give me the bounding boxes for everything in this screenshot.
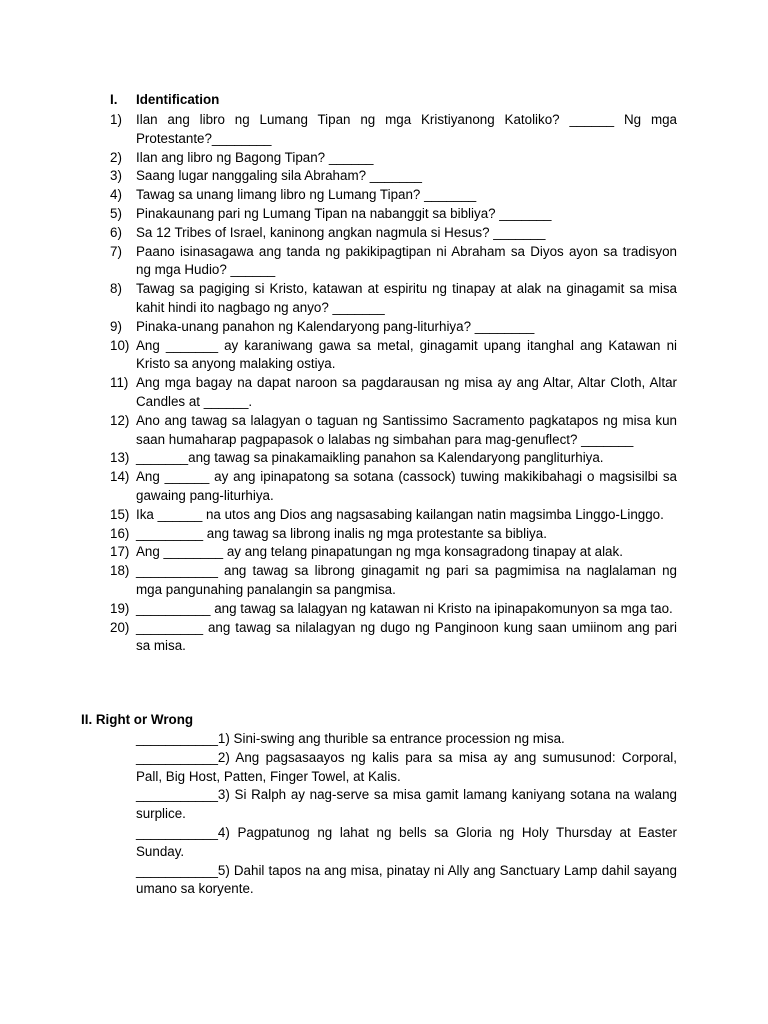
question-text: Ilan ang libro ng Bagong Tipan? ______ [136,149,374,165]
question-text: Paano isinasagawa ang tanda ng pakikipagtipan ni Abraham sa Diyos ayon sa tradisyon ng mga Hudio? ______ [136,243,677,278]
question-text: Pinaka-unang panahon ng Kalendaryong pang-liturhiya? ________ [136,318,535,334]
right-or-wrong-item: ___________4) Pagpatunog ng lahat ng bells sa Gloria ng Holy Thursday at Easter Sunday. [136,824,677,859]
question-item [110,186,677,205]
question-text: Sa 12 Tribes of Israel, kaninong angkan nagmula si Hesus? _______ [136,224,546,240]
right-or-wrong-item: ___________5) Dahil tapos na ang misa, pinatay ni Ally ang Sanctuary Lamp dahil sayang umano sa koryente. [136,862,677,897]
question-item [110,224,677,243]
question-text: Ika ______ na utos ang Dios ang nagsasabing kailangan natin magsimba Linggo-Linggo. [136,506,664,522]
question-item [110,600,677,619]
question-number: 18) [110,563,130,579]
question-text: ___________ ang tawag sa librong ginagamit ng pari sa pagmimisa na naglalaman ng mga pangunahing panalangin sa pangmisa. [136,563,677,597]
section-1-title: Identification [136,92,220,107]
question-item [110,149,677,168]
question-text: Ang ________ ay ang telang pinapatungan ng mga konsagradong tinapay at alak. [136,544,623,560]
right-or-wrong-item: ___________1) Sini-swing ang thurible sa entrance procession ng misa. [136,731,565,746]
question-number: 6) [110,224,122,240]
question-text: _________ ang tawag sa nilalagyan ng dugo ng Panginoon kung saan umiinom ang pari sa misa. [136,619,677,654]
question-text: Saang lugar nanggaling sila Abraham? _______ [136,168,422,184]
question-item [110,337,677,375]
question-number: 10) [110,337,130,353]
question-text: Ang mga bagay na dapat naroon sa pagdarausan ng misa ay ang Altar, Altar Cloth, Altar Candles at ______. [136,375,677,409]
question-text: Ano ang tawag sa lalagyan o taguan ng Santissimo Sacramento pagkatapos ng misa kun saan humaharap pagpapasok o lalabas ng simbahan para mag-genuflect? _______ [136,412,677,447]
question-number: 8) [110,281,122,297]
question-item [110,111,677,149]
question-item [110,525,677,544]
question-number: 14) [110,469,130,485]
question-number: 13) [110,450,130,466]
question-item [110,243,677,281]
section-1-numeral: I. [110,92,118,107]
section-1-heading [110,91,219,110]
question-item [110,543,677,562]
question-item [110,205,677,224]
question-text: Pinakaunang pari ng Lumang Tipan na nabanggit sa bibliya? _______ [136,205,552,221]
question-text: Ang ______ ay ang ipinapatong sa sotana (cassock) tuwing makikibahagi o magsisilbi sa gawaing pang-liturhiya. [136,469,677,503]
question-number: 15) [110,506,130,522]
question-item [110,318,677,337]
question-text: Ilan ang libro ng Lumang Tipan ng mga Kristiyanong Katoliko? ______ Ng mga Protestante?________ [136,112,677,146]
question-number: 17) [110,544,130,560]
question-number: 7) [110,243,122,259]
question-number: 5) [110,205,122,221]
question-item [110,562,677,600]
question-item [110,468,677,506]
question-item [110,167,677,186]
question-text: Tawag sa unang limang libro ng Lumang Tipan? _______ [136,187,477,203]
question-number: 9) [110,318,122,334]
right-or-wrong-item: ___________2) Ang pagsasaayos ng kalis para sa misa ay ang sumusunod: Corporal, Pall, Big Host, Patten, Finger Towel, at Kalis. [136,749,677,784]
question-number: 20) [110,619,130,635]
identification-question-list [110,111,677,656]
question-item [110,412,677,450]
question-number: 1) [110,112,122,127]
question-number: 19) [110,600,130,616]
question-item [110,449,677,468]
question-item [110,506,677,525]
right-or-wrong-item: ___________3) Si Ralph ay nag-serve sa misa gamit lamang kaniyang sotana na walang surplice. [136,787,677,822]
question-item [110,619,677,657]
question-text: __________ ang tawag sa lalagyan ng katawan ni Kristo na ipinapakomunyon sa mga tao. [136,600,673,616]
question-text: _______ang tawag sa pinakamaikling panahon sa Kalendaryong pangliturhiya. [136,450,604,466]
question-number: 4) [110,187,122,203]
question-item [110,374,677,412]
question-number: 16) [110,525,130,541]
question-text: Ang _______ ay karaniwang gawa sa metal, ginagamit upang itanghal ang Katawan ni Kristo sa anyong malaking ostiya. [136,337,677,372]
question-number: 3) [110,168,122,184]
question-text: Tawag sa pagiging si Kristo, katawan at espiritu ng tinapay at alak na ginagamit sa misa kahit hindi ito nagbago ng anyo? _______ [136,281,677,315]
question-number: 12) [110,412,130,428]
question-number: 11) [110,375,129,391]
question-item [110,280,677,318]
question-text: _________ ang tawag sa librong inalis ng mga protestante sa bibliya. [136,525,547,541]
section-2-heading: II. Right or Wrong [81,712,194,727]
question-number: 2) [110,149,122,165]
right-or-wrong-list [136,730,677,899]
